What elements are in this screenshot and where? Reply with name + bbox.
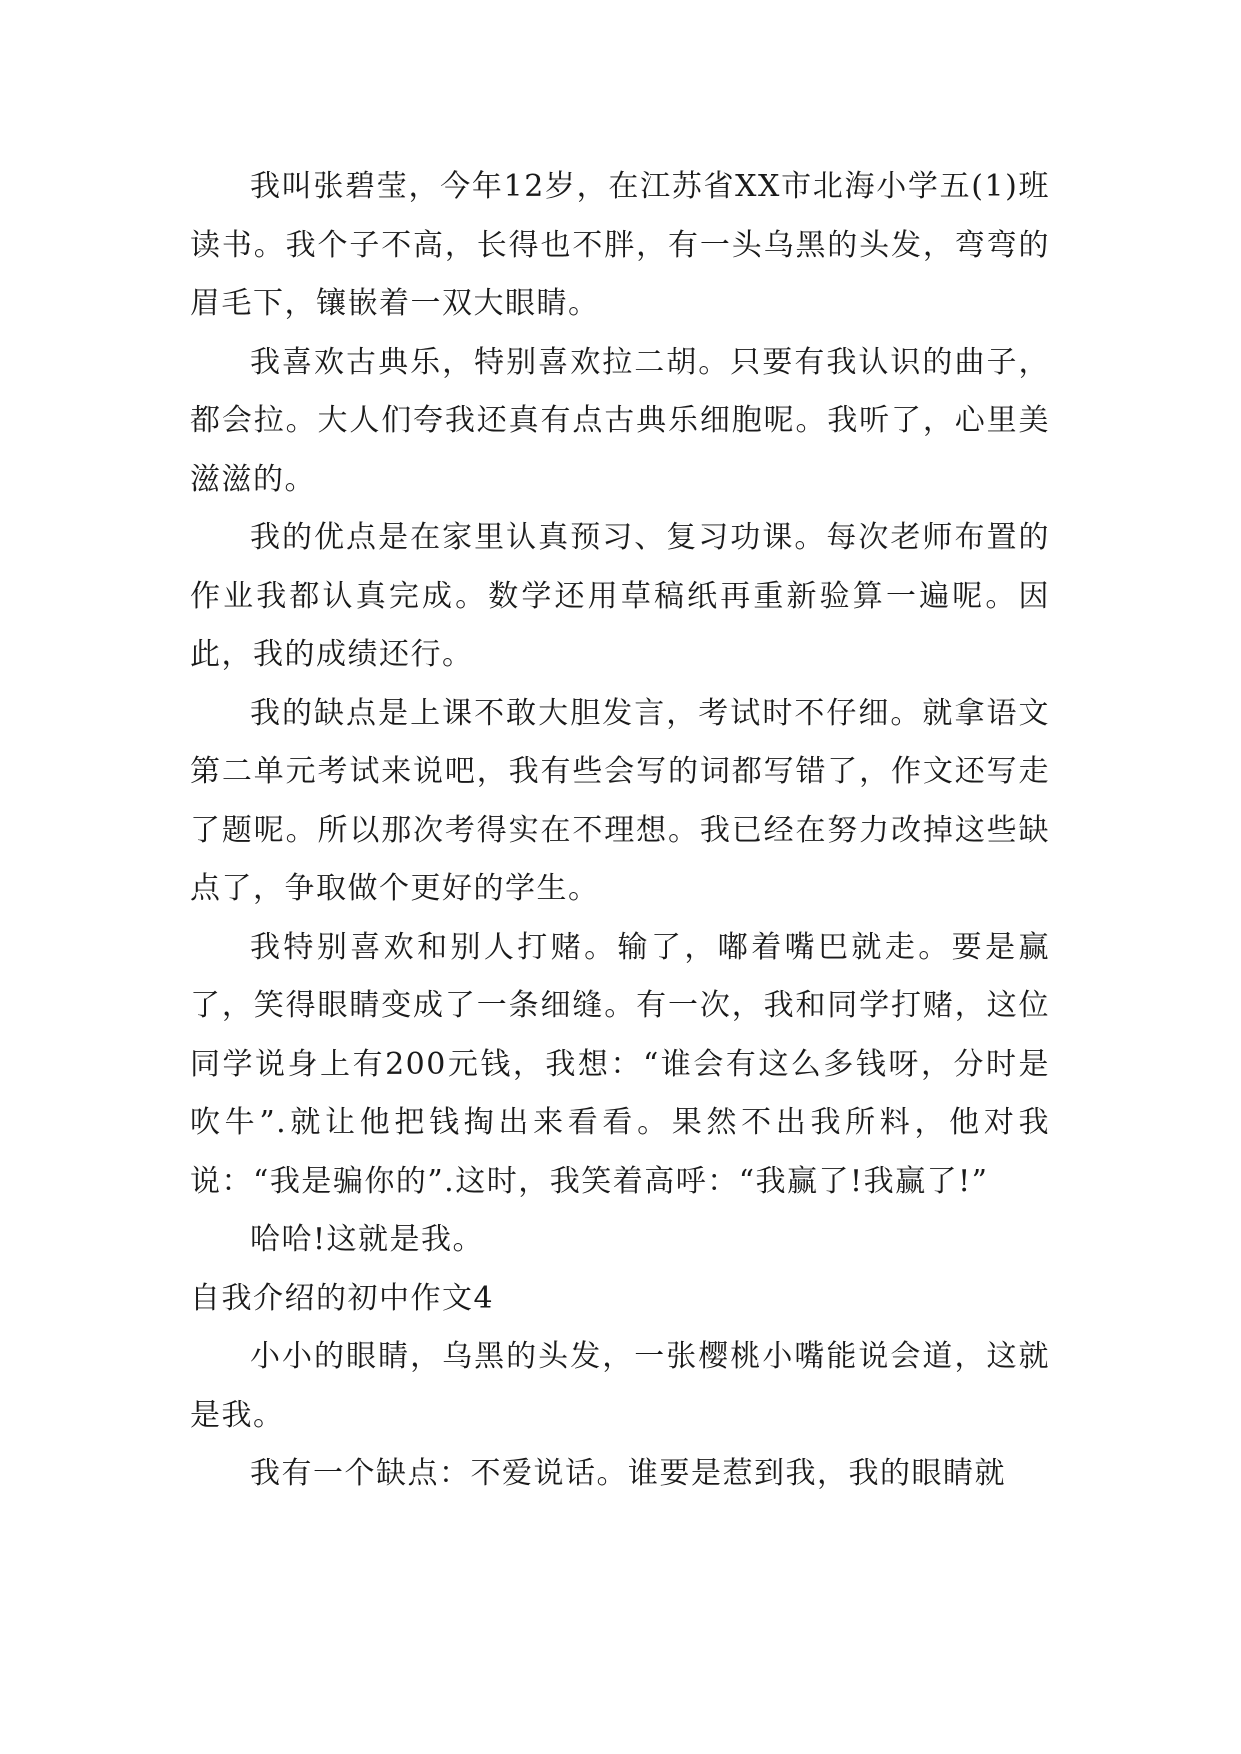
paragraph-intro: 我叫张碧莹，今年12岁，在江苏省XX市北海小学五(1)班读书。我个子不高，长得也不胖，有一头乌黑的头发，弯弯的眉毛下，镶嵌着一双大眼睛。 <box>190 169 1050 321</box>
paragraph-betting: 我特别喜欢和别人打赌。输了，嘟着嘴巴就走。要是赢了，笑得眼睛变成了一条细缝。有一次，我和同学打赌，这位同学说身上有200元钱，我想：“谁会有这么多钱呀，分时是吹牛”.就让他把钱掏出来看看。果然不出我所料，他对我说：“我是骗你的”.这时，我笑着高呼：“我赢了!我赢了!” <box>190 929 1050 1199</box>
section-heading: 自我介绍的初中作文4 <box>190 1280 495 1316</box>
paragraph-section-weakness: 我有一个缺点：不爱说话。谁要是惹到我，我的眼睛就 <box>250 1456 1006 1491</box>
paragraph-weaknesses: 我的缺点是上课不敢大胆发言，考试时不仔细。就拿语文第二单元考试来说吧，我有些会写的词都写错了，作文还写走了题呢。所以那次考得实在不理想。我已经在努力改掉这些缺点了，争取做个更好的学生。 <box>190 695 1050 906</box>
paragraph-section-intro: 小小的眼睛，乌黑的头发，一张樱桃小嘴能说会道，这就是我。 <box>190 1339 1050 1433</box>
paragraph-conclusion: 哈哈!这就是我。 <box>250 1222 485 1257</box>
document-body <box>190 158 1050 1504</box>
paragraph-strengths: 我的优点是在家里认真预习、复习功课。每次老师布置的作业我都认真完成。数学还用草稿纸再重新验算一遍呢。因此，我的成绩还行。 <box>190 520 1050 672</box>
paragraph-music: 我喜欢古典乐，特别喜欢拉二胡。只要有我认识的曲子，都会拉。大人们夸我还真有点古典乐细胞呢。我听了，心里美滋滋的。 <box>190 344 1050 497</box>
